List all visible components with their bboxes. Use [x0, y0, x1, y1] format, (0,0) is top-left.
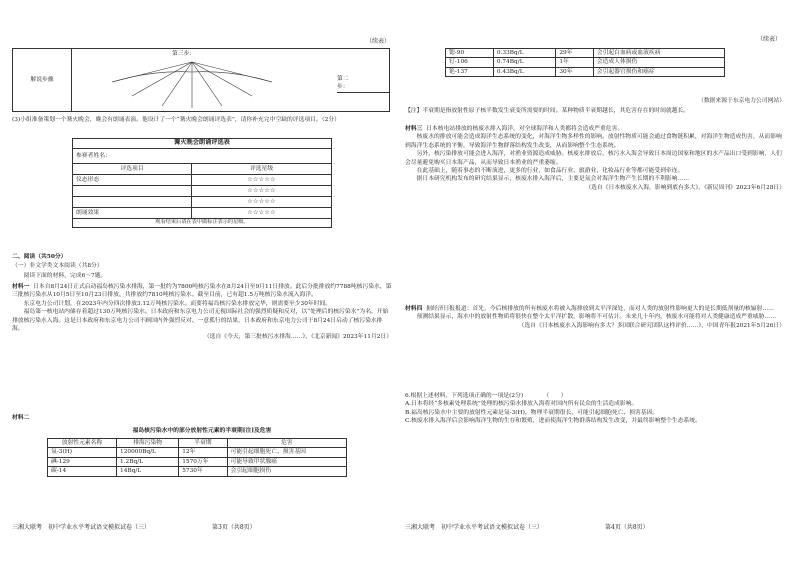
material-1-source: （选自《今天，第三批核污水排海……》，《北京新闻》2023年11月2日） — [203, 334, 392, 341]
hazard: 会引起器官损伤和癌症 — [593, 67, 724, 76]
eval-item: 仪态形态 — [73, 174, 192, 185]
contestant-name: 参赛者姓名： — [73, 148, 332, 163]
reading-intro: 阅读下面的材料，完成6～7题。 — [23, 273, 107, 279]
continued-label: （续表） — [756, 36, 781, 43]
hazard: 会引起白血病或血液疾病 — [593, 49, 724, 58]
isotope-header: 放射性元素名称 — [48, 439, 117, 448]
concentration: 14Bq/L — [117, 467, 179, 476]
option-b: B.福岛核污染水中主要的放射性元素是氚-3(H)，物理半衰期很长，可能引起细胞死亡、损害基因。 — [405, 409, 659, 416]
question-3: (3)小组准备策划一个篝火晚会，晚会有朗诵表演。他设计了一个“篝火晚会朗诵评选表”，请你补充完中空缺的评选项目。（2分） — [12, 117, 340, 123]
question-6 — [405, 392, 785, 426]
element-name: 碳-14 — [48, 467, 117, 476]
table-row — [446, 49, 725, 58]
material-4 — [405, 305, 785, 330]
material-3-para: 在此基础上，随着事态的不断演进，更多的行业，如食品行业、旅游业、化妆品行业等都可能受到牵连。 — [416, 167, 684, 174]
left-footer — [12, 524, 392, 533]
half-life: 1570万年 — [179, 457, 227, 466]
isotope-header: 半衰期 — [179, 439, 227, 448]
option-c: C.核废水排入海洋后会影响海洋生物的生存和繁殖，进而使海洋生物群落结构发生改变，并最终影响整个生态系统。 — [405, 418, 701, 425]
element-name: 氚-3(H) — [48, 448, 117, 457]
element-name: 钌-106 — [446, 58, 494, 67]
tent-diagram — [92, 50, 292, 110]
eval-col-stars: 评选星级 — [192, 163, 332, 174]
table-row — [446, 58, 725, 67]
material-3-text: 日本核电站排放的核废水排入海洋，对全球海洋和人类都将会造成严重危害。 — [426, 126, 624, 132]
material-1 — [12, 283, 392, 342]
eval-item: 朗诵效果 — [73, 207, 192, 218]
material-4-head: 材料四 — [405, 306, 423, 312]
footer-title: 三湘大联考 初中学业水平考试语文模拟试卷（三） — [12, 524, 151, 532]
steps-label: 解说步骤 — [13, 49, 72, 112]
material-4-source: （选自《日本核废水入海影响有多大？多国联合研究团队这样评价……》，中国青年报2021年5月26日） — [518, 322, 785, 329]
concentration: 0.43Bq/L — [493, 67, 555, 76]
isotope-table-continued — [445, 48, 725, 77]
left-page — [12, 0, 392, 561]
eval-item-blank — [73, 185, 192, 196]
half-life: 29年 — [556, 49, 593, 58]
material-1-para3: 福岛第一核电站内储存着超过130万吨核污染水。日本政府和东京电力公司无视国际社会的强烈质疑和反对，以“处理后的核污染水”为名，开始排放核污染水入海。这是日本政府和东京电力公司不顾国内外强烈反对、一意孤行的结果，日本政府和东京电力公司于8月24日启动了核污染水排海。 — [12, 309, 389, 332]
element-name: 碘-129 — [48, 457, 117, 466]
half-life: 1年 — [556, 58, 593, 67]
explanation-steps-table — [12, 48, 390, 112]
element-name: 铯-137 — [446, 67, 494, 76]
half-life: 30年 — [556, 67, 593, 76]
material-3-head: 材料三 — [405, 126, 423, 132]
continued-label: （续表） — [365, 38, 390, 45]
concentration: 1.2Bq/L — [117, 457, 179, 466]
material-1-para2: 东京电力公司计划，在2023年内分四次排放3.12万吨核污染水。而要将福岛核污染水排放完毕，则需要至少30年时间。 — [23, 300, 332, 307]
right-page — [405, 0, 785, 561]
footer-title: 三湘大联考 初中学业水平考试语文模拟试卷（三） — [405, 524, 544, 532]
step3-label: 第三步： — [172, 51, 196, 57]
isotope-table — [47, 438, 347, 477]
data-source: （数据来源于东京电力公司网站） — [698, 98, 785, 104]
eval-stars: ☆☆☆☆☆ — [192, 174, 332, 185]
half-life: 12年 — [179, 448, 227, 457]
page-number: 第4页（共8页） — [605, 524, 649, 532]
half-life-note: 【注】半衰期是指放射性原子核半数发生衰变所需要的时间。某种物质半衰期越长，其危害存在的时间就越长。 — [405, 108, 690, 114]
eval-stars: ☆☆☆☆☆ — [192, 207, 332, 218]
concentration: 120000Bq/L — [117, 448, 179, 457]
question-6-stem: 6.根据上述材料，下列选项正确的一项是(2分) （ ） — [405, 393, 567, 399]
step2-label: 第二步： — [337, 75, 389, 93]
concentration: 0.74Bq/L — [493, 58, 555, 67]
element-name: 锶-90 — [446, 49, 494, 58]
hazard: 可能引起细胞死亡、损害基因 — [227, 448, 346, 457]
option-a: A.日本将经“多核素处理系统”处理的核污染水排放入海将对国内所有民众的生活造成影响。 — [405, 401, 638, 408]
material-3-para: 另外，核污染排放可能会进入海洋，对渔业资源造成威胁。核废水排放后，核污水入海会导致日本周边国家和地区的水产品出口受到影响，人们会尽量避免购买日本海产品，从而导致日本渔业的严重萎缩。 — [405, 151, 782, 166]
right-footer — [405, 524, 785, 533]
steps-figure-cell — [72, 49, 390, 112]
evaluation-table — [72, 138, 332, 228]
material-3 — [405, 125, 785, 192]
sub-section-title: （一）非文学类文本阅读（共8分） — [12, 263, 103, 269]
hazard: 可能导致甲状腺癌 — [227, 457, 346, 466]
eval-stars: ☆☆☆☆☆ — [192, 185, 332, 196]
material-1-head: 材料一 — [12, 284, 30, 290]
eval-item-blank — [73, 196, 192, 207]
section-title: 二、阅读（共50分） — [12, 254, 67, 260]
half-life: 5730年 — [179, 467, 227, 476]
material-4-text: 据经济日报报道：首先，今后核排放的所有核废水将被入海排放到太平洋深处，而对人类的放射性影响更大的是长期低剂量的核辐射…… — [426, 306, 774, 312]
material-4-para: 预测结果显示，海水中的放射性物质将很快在整个太平洋扩散，影响将不可估计。未来几十年内，核废水可能将对人类健康造成严重威胁…… — [416, 314, 777, 321]
isotope-header: 危害 — [227, 439, 346, 448]
material-2-head: 材料二 — [12, 415, 30, 421]
table-row — [48, 457, 347, 466]
eval-title: 篝火晚会朗诵评选表 — [73, 139, 332, 149]
eval-col-item: 评选项目 — [73, 163, 192, 174]
material-3-source: （选自《日本核废水入海，影响到底有多大》，《新民周刊》2023年6月28日） — [585, 184, 785, 191]
table-row — [48, 448, 347, 457]
page-number: 第3页（共8页） — [212, 524, 256, 532]
material-3-para: 核废水的排放可能会造成海洋生态系统的变化，对海洋生物多样性的影响。放射性物质可能会通过食物链积累，对海洋生物造成伤害，从而影响到海洋生态系统的平衡，导致海洋生物群落结构发生改变，从而影响整个生态系统。 — [405, 134, 782, 149]
hazard: 会引起细胞损伤 — [227, 467, 346, 476]
concentration: 0.33Bq/L — [493, 49, 555, 58]
material-1-text: 日本自8月24日正式启动福岛核污染水排海，第一批约为7800吨核污染水在8月24日至9月11日排放。此后分批排放约7788吨核污染水，第三批核污染水从10月5日至10月23日排放，共排放约7810吨核污染水。截至目前，已有超1.5万吨核污染水流入海洋。 — [12, 284, 392, 299]
table-row — [446, 67, 725, 76]
eval-note: 观看结束后请在表中做标注表示的星级。 — [73, 218, 332, 227]
eval-stars: ☆☆☆☆☆ — [192, 196, 332, 207]
isotope-table-title: 福岛核污染水中的部分放射性元素的半衰期[注]及危害 — [132, 428, 272, 434]
hazard: 会造成人体损伤 — [593, 58, 724, 67]
table-row — [48, 467, 347, 476]
material-3-para: 据日本研究机构发布的研究结果显示，核废水排入海洋后，主要是氚会对海洋生物产生长期的不利影响…… — [416, 176, 690, 183]
isotope-header: 排海污染物 — [117, 439, 179, 448]
